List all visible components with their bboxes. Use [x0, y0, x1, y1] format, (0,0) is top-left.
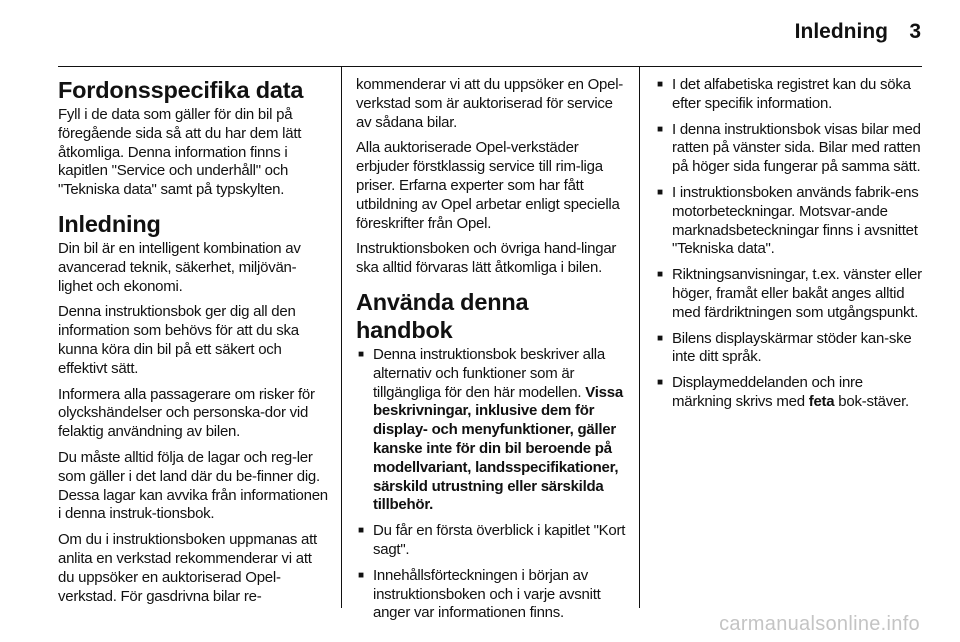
list-item: ■ Innehållsförteckningen i början av instruktionsboken och i varje avsnitt anger var informationen finns.: [356, 567, 626, 623]
list-item-text: Denna instruktionsbok beskriver alla alternativ och funktioner som är tillgängliga för den här modellen.: [373, 345, 605, 401]
paragraph: Denna instruktionsbok ger dig all den information som behövs för att du ska kunna köra din bil på ett säkert och effektivt sätt.: [58, 303, 299, 377]
list-item: ■ Riktningsanvisningar, t.ex. vänster eller höger, framåt eller bakåt anges alltid med färdriktningen som utgångspunkt.: [655, 266, 925, 322]
page-number: 3: [909, 20, 921, 43]
list-item: [356, 346, 626, 515]
column-divider-1: [341, 66, 342, 608]
list-item: ■ I det alfabetiska registret kan du söka efter specifik information.: [655, 76, 925, 114]
list-item-bold-text: feta: [808, 392, 835, 410]
paragraph: Din bil är en intelligent kombination av avancerad teknik, säkerhet, miljövän-lighet och ekonomi.: [58, 239, 301, 295]
bullet-list: [655, 76, 925, 412]
list-item-text: bok-stäver.: [834, 392, 909, 410]
list-item: ■ Du får en första överblick i kapitlet "Kort sagt".: [356, 522, 626, 560]
heading-using-handbook: Använda denna handbok: [356, 288, 529, 343]
heading-vehicle-data: Fordonsspecifika data: [58, 77, 304, 103]
bullet-list: [356, 346, 626, 623]
page-header: [0, 16, 960, 52]
list-item: ■ I denna instruktionsbok visas bilar med ratten på vänster sida. Bilar med ratten på höger sida fungerar på samma sätt.: [655, 121, 925, 177]
paragraph: Instruktionsboken och övriga hand-lingar ska alltid förvaras lätt åtkomliga i bilen.: [356, 240, 617, 277]
list-item-text: Displaymeddelanden och inre märkning skrivs med: [672, 374, 863, 410]
column-divider-2: [639, 66, 640, 608]
watermark: carmanualsonline.info: [719, 613, 920, 635]
list-item: ■ I instruktionsboken används fabrik-ens motorbeteckningar. Motsvar-ande marknadsbeteckningar finns i avsnittet "Tekniska data".: [655, 184, 925, 259]
paragraph: Fyll i de data som gäller för din bil på föregående sida så att du har dem lätt åtkomliga. Denna information finns i kapitlen "Service och underhåll" och "Tekniska data" samt på typskylten.: [58, 106, 302, 199]
list-item-bold-text: Vissa beskrivningar, inklusive dem för display- och menyfunktioner, gäller kanske inte för din bil beroende på modellvariant, landsspecifikationer, särskild utrustning eller särskilda tillbehör.: [373, 383, 623, 514]
column-1: [58, 76, 328, 613]
paragraph: Informera alla passagerare om risker för olyckshändelser och personska-dor vid felaktig användning av bilen.: [58, 385, 315, 441]
paragraph: kommenderar vi att du uppsöker en Opel-verkstad som är auktoriserad för service av sådana bilar.: [356, 76, 624, 131]
list-item: ■ Bilens displayskärmar stöder kan-ske inte ditt språk.: [655, 330, 925, 368]
paragraph: Om du i instruktionsboken uppmanas att anlita en verkstad rekommenderar vi att du uppsöker en auktoriserad Opel-verkstad. För gasdrivna bilar re-: [58, 531, 317, 605]
list-item: [655, 374, 925, 412]
header-title: Inledning: [794, 20, 888, 43]
column-2: [356, 76, 626, 630]
paragraph: Du måste alltid följa de lagar och reg-ler som gäller i det land där du be-finner dig. Dessa lagar kan avvika från informationen i denna instruk-tionsbok.: [58, 448, 328, 523]
header-rule: [58, 66, 922, 67]
paragraph: Alla auktoriserade Opel-verkstäder erbjuder förstklassig service till rim-liga priser. Erfarna experter som har fått utbildning av Opel arbetar enligt speciella föreskrifter från Opel.: [356, 139, 620, 232]
heading-introduction: Inledning: [58, 210, 161, 237]
column-3: [655, 76, 925, 419]
